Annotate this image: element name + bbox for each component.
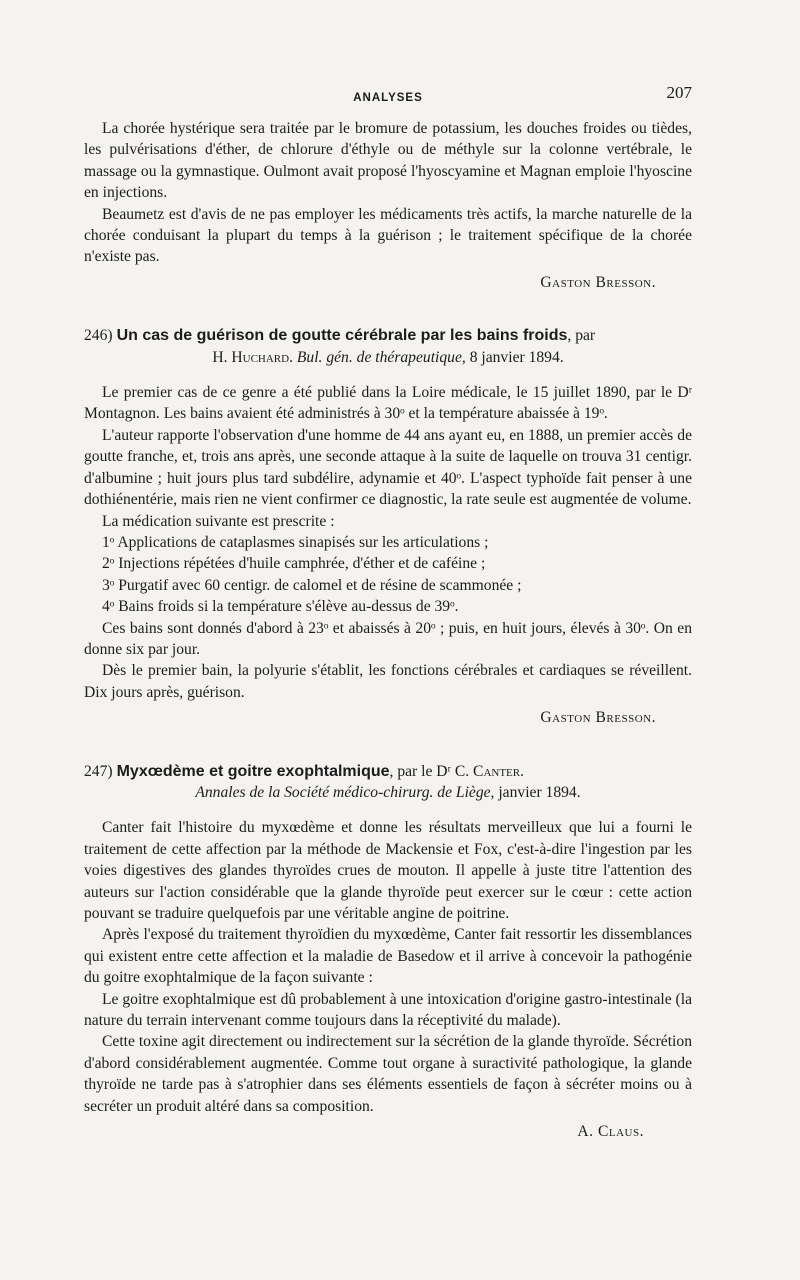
article-title: Un cas de guérison de goutte cérébrale par les bains froids <box>116 327 568 345</box>
paragraph: Cette toxine agit directement ou indirectement sur la sécrétion de la glande thyroïde. Sécrétion d'abord considérablement augmentée. Comme tout organe à suractivité pathologique, la glande thyroïde ne tarde pas à s'atrophier dans ses éléments essentiels de façon à sécréter moins ou à secréter un produit altéré dans sa composition. <box>84 1033 692 1115</box>
paragraph: Beaumetz est d'avis de ne pas employer les médicaments très actifs, la marche naturelle de la chorée conduisant la plupart du temps à la guérison ; le traitement spécifique de la chorée n'existe pas. <box>84 205 692 266</box>
paragraph: Le goitre exophtalmique est dû probablement à une intoxication d'origine gastro-intestinale (la nature du terrain intervenant comme toujours dans la réceptivité du malade). <box>84 990 692 1030</box>
date: , janvier 1894. <box>490 783 581 801</box>
article-heading-246 <box>84 325 692 368</box>
signature: Gaston Bresson. <box>540 709 656 727</box>
page <box>84 84 692 1142</box>
paragraph: Dès le premier bain, la polyurie s'établit, les fonctions cérébrales et cardiaques se réveillent. Dix jours après, guérison. <box>84 662 692 701</box>
paragraph: Après l'exposé du traitement thyroïdien du myxœdème, Canter fait ressortir les dissemblances qui existent entre cette affection et la maladie de Basedow et il arrive à concevoir la pathogénie du goitre exophtalmique de la façon suivante : <box>84 926 692 987</box>
paragraph: Canter fait l'histoire du myxœdème et donne les résultats merveilleux que lui a fourni le traitement de cette affection par la méthode de Mackensie et Fox, c'est-à-dire l'ingestion par les voies digestives des glandes thyroïdes crues de mouton. Il appelle à juste titre l'attention des auteurs sur l'action considérable que la glande thyroïde peut exercer sur le cœur : cette action pouvant se traduire quelquefois par une véritable angine de poitrine. <box>84 819 692 922</box>
article-number: 246) <box>84 327 113 345</box>
article-title: Myxœdème et goitre exophtalmique <box>116 762 390 780</box>
page-number: 207 <box>666 83 692 102</box>
journal: Annales de la Société médico-chirurg. de Liège <box>195 783 491 801</box>
article-number: 247) <box>84 762 113 780</box>
signature: A. Claus. <box>577 1123 644 1141</box>
list-item: 2ᵒ Injections répétées d'huile camphrée, d'éther et de caféine ; <box>102 555 486 573</box>
paragraph: Ces bains sont donnés d'abord à 23ᵒ et abaissés à 20ᵒ ; puis, en huit jours, élevés à 30ᵒ. On en donne six par jour. <box>84 619 692 658</box>
article-heading-247 <box>84 761 692 804</box>
list-item: 3ᵒ Purgatif avec 60 centigr. de calomel et de résine de scammonée ; <box>102 576 522 594</box>
list-item: 4ᵒ Bains froids si la température s'élève au-dessus de 39ᵒ. <box>102 598 459 616</box>
paragraph: L'auteur rapporte l'observation d'une homme de 44 ans ayant eu, en 1888, un premier accès de goutte franche, et, trois ans après, une seconde attaque à la suite de laquelle on trouva 31 centigr. d'albumine ; huit jours plus tard subdélire, adynamie et 40ᵒ. L'aspect typhoïde fait penser à une dothiénentérie, mais rien ne vient confirmer ce diagnostic, la rate seule est augmentée de volume. <box>84 426 692 509</box>
author: H. Huchard. <box>212 348 293 366</box>
by-text: , par <box>567 327 596 345</box>
list-item: 1ᵒ Applications de cataplasmes sinapisés sur les articulations ; <box>102 533 489 551</box>
paragraph: Le premier cas de ce genre a été publié dans la Loire médicale, le 15 juillet 1890, par le Dʳ Montagnon. Les bains avaient été administrés à 30ᵒ et la température abaissée à 19ᵒ. <box>84 384 692 423</box>
journal: Bul. gén. de thérapeutique <box>296 348 462 366</box>
running-title: ANALYSES <box>353 92 423 104</box>
signature: Gaston Bresson. <box>540 273 656 291</box>
running-head <box>84 84 692 108</box>
author: Canter. <box>473 762 525 780</box>
by-text: , par le Dʳ C. <box>389 762 474 780</box>
paragraph: La chorée hystérique sera traitée par le bromure de potassium, les douches froides ou tièdes, les pulvérisations d'éther, de chlorure d'éthyle ou de méthyle sur la colonne vertébrale, le massage ou la gymnastique. Oulmont avait proposé l'hyoscyamine et Magnan emploie l'hyoscine en injections. <box>84 120 692 202</box>
paragraph: La médication suivante est prescrite : <box>102 512 335 530</box>
date: , 8 janvier 1894. <box>461 348 564 366</box>
